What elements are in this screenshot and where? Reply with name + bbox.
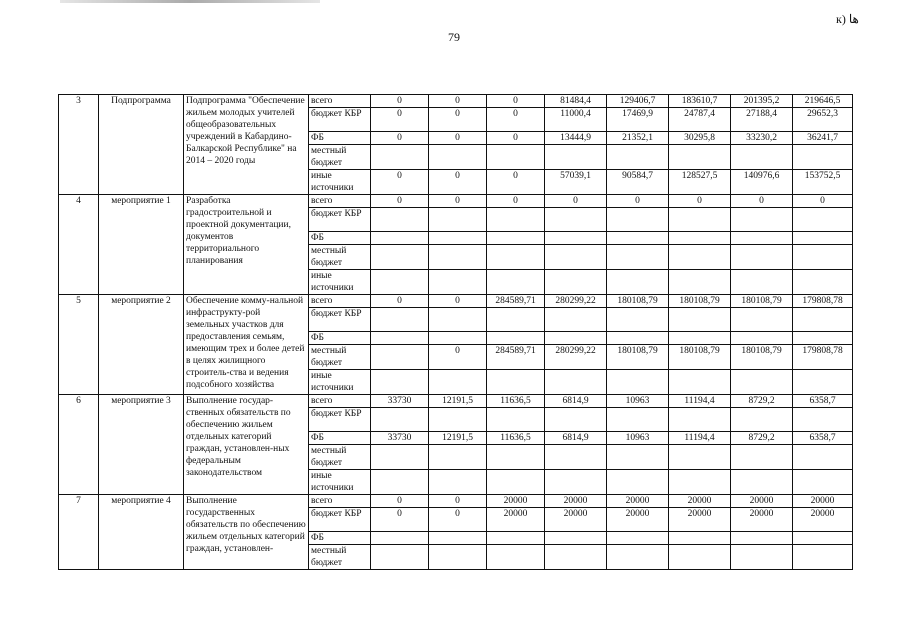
value-cell bbox=[371, 308, 429, 332]
value-cell bbox=[429, 145, 487, 170]
value-cell: 6358,7 bbox=[793, 432, 853, 445]
value-cell: 0 bbox=[545, 195, 607, 208]
value-cell bbox=[429, 245, 487, 270]
program-name: Обеспечение комму-нальной инфраструкту-рой земельных участков для предоставления семьям, имеющим трех и более детей в целях жилищного строитель-ства и ведения подсобного хозяйства bbox=[184, 295, 309, 395]
value-cell bbox=[669, 370, 731, 395]
value-cell bbox=[545, 308, 607, 332]
value-cell bbox=[545, 245, 607, 270]
value-cell: 0 bbox=[429, 170, 487, 195]
value-cell: 0 bbox=[429, 345, 487, 370]
row-number: 4 bbox=[59, 195, 99, 295]
value-cell bbox=[545, 408, 607, 432]
value-cell bbox=[731, 332, 793, 345]
value-cell bbox=[793, 470, 853, 495]
value-cell: 20000 bbox=[545, 495, 607, 508]
value-cell bbox=[669, 545, 731, 570]
funding-source: иные источники bbox=[309, 470, 371, 495]
value-cell: 11194,4 bbox=[669, 395, 731, 408]
program-name: Выполнение государ-ственных обязательств по обеспечению жильем отдельных категорий граждан, установлен-ных федеральным законодательством bbox=[184, 395, 309, 495]
value-cell: 0 bbox=[731, 195, 793, 208]
value-cell: 57039,1 bbox=[545, 170, 607, 195]
value-cell bbox=[487, 408, 545, 432]
value-cell bbox=[669, 332, 731, 345]
value-cell bbox=[793, 408, 853, 432]
value-cell: 183610,7 bbox=[669, 95, 731, 108]
row-number: 6 bbox=[59, 395, 99, 495]
value-cell bbox=[429, 408, 487, 432]
value-cell: 280299,22 bbox=[545, 345, 607, 370]
value-cell: 0 bbox=[371, 170, 429, 195]
value-cell bbox=[793, 145, 853, 170]
value-cell: 280299,22 bbox=[545, 295, 607, 308]
program-name: Подпрограмма "Обеспечение жильем молодых учителей общеобразовательных учреждений в Кабардино-Балкарской Республике" на 2014 – 2020 годы bbox=[184, 95, 309, 195]
scan-artifact bbox=[60, 0, 320, 3]
value-cell: 6814,9 bbox=[545, 432, 607, 445]
value-cell: 0 bbox=[371, 295, 429, 308]
funding-source: ФБ bbox=[309, 232, 371, 245]
value-cell bbox=[607, 245, 669, 270]
funding-source: ФБ bbox=[309, 132, 371, 145]
value-cell bbox=[731, 208, 793, 232]
value-cell: 0 bbox=[371, 132, 429, 145]
value-cell: 180108,79 bbox=[607, 295, 669, 308]
value-cell bbox=[669, 445, 731, 470]
value-cell: 0 bbox=[429, 132, 487, 145]
funding-source: местный бюджет bbox=[309, 245, 371, 270]
funding-source: бюджет КБР bbox=[309, 508, 371, 532]
row-type: Подпрограмма bbox=[99, 95, 184, 195]
value-cell bbox=[731, 370, 793, 395]
value-cell bbox=[545, 470, 607, 495]
value-cell: 0 bbox=[371, 108, 429, 132]
value-cell bbox=[607, 532, 669, 545]
value-cell: 284589,71 bbox=[487, 345, 545, 370]
value-cell bbox=[545, 208, 607, 232]
value-cell bbox=[487, 308, 545, 332]
value-cell bbox=[607, 470, 669, 495]
value-cell bbox=[429, 332, 487, 345]
value-cell bbox=[487, 532, 545, 545]
value-cell: 17469,9 bbox=[607, 108, 669, 132]
value-cell bbox=[607, 370, 669, 395]
value-cell bbox=[545, 270, 607, 295]
value-cell bbox=[731, 545, 793, 570]
value-cell: 0 bbox=[487, 195, 545, 208]
value-cell bbox=[487, 445, 545, 470]
funding-source: иные источники bbox=[309, 270, 371, 295]
value-cell bbox=[371, 408, 429, 432]
value-cell bbox=[487, 332, 545, 345]
value-cell bbox=[669, 270, 731, 295]
value-cell: 12191,5 bbox=[429, 395, 487, 408]
table-row bbox=[59, 295, 853, 308]
value-cell bbox=[429, 445, 487, 470]
value-cell: 0 bbox=[793, 195, 853, 208]
value-cell bbox=[371, 545, 429, 570]
value-cell: 11636,5 bbox=[487, 395, 545, 408]
value-cell: 140976,6 bbox=[731, 170, 793, 195]
funding-source: местный бюджет bbox=[309, 545, 371, 570]
value-cell: 0 bbox=[371, 495, 429, 508]
value-cell bbox=[793, 308, 853, 332]
value-cell bbox=[731, 245, 793, 270]
funding-source: иные источники bbox=[309, 170, 371, 195]
value-cell bbox=[731, 145, 793, 170]
value-cell: 11636,5 bbox=[487, 432, 545, 445]
value-cell: 20000 bbox=[731, 508, 793, 532]
value-cell: 128527,5 bbox=[669, 170, 731, 195]
funding-source: местный бюджет bbox=[309, 445, 371, 470]
row-type: мероприятие 1 bbox=[99, 195, 184, 295]
value-cell: 179808,78 bbox=[793, 295, 853, 308]
value-cell bbox=[429, 208, 487, 232]
value-cell: 20000 bbox=[793, 495, 853, 508]
value-cell: 0 bbox=[429, 295, 487, 308]
page-number: 79 bbox=[448, 30, 460, 44]
value-cell bbox=[607, 332, 669, 345]
value-cell bbox=[371, 270, 429, 295]
value-cell: 29652,3 bbox=[793, 108, 853, 132]
value-cell: 129406,7 bbox=[607, 95, 669, 108]
value-cell: 20000 bbox=[487, 508, 545, 532]
funding-source: ФБ bbox=[309, 332, 371, 345]
value-cell bbox=[371, 532, 429, 545]
value-cell bbox=[487, 470, 545, 495]
value-cell: 20000 bbox=[607, 508, 669, 532]
value-cell bbox=[371, 245, 429, 270]
value-cell: 0 bbox=[669, 195, 731, 208]
row-type: мероприятие 2 bbox=[99, 295, 184, 395]
value-cell: 201395,2 bbox=[731, 95, 793, 108]
value-cell bbox=[793, 545, 853, 570]
funding-source: всего bbox=[309, 295, 371, 308]
value-cell: 12191,5 bbox=[429, 432, 487, 445]
value-cell bbox=[731, 232, 793, 245]
value-cell bbox=[793, 232, 853, 245]
value-cell: 81484,4 bbox=[545, 95, 607, 108]
value-cell bbox=[429, 232, 487, 245]
value-cell: 8729,2 bbox=[731, 395, 793, 408]
value-cell: 180108,79 bbox=[607, 345, 669, 370]
value-cell: 27188,4 bbox=[731, 108, 793, 132]
corner-handwritten-mark: к) ها bbox=[836, 12, 859, 26]
value-cell bbox=[545, 370, 607, 395]
value-cell bbox=[487, 545, 545, 570]
value-cell: 20000 bbox=[545, 508, 607, 532]
value-cell: 90584,7 bbox=[607, 170, 669, 195]
value-cell: 33730 bbox=[371, 395, 429, 408]
value-cell: 180108,79 bbox=[669, 295, 731, 308]
value-cell bbox=[669, 532, 731, 545]
table-row bbox=[59, 495, 853, 508]
value-cell bbox=[371, 145, 429, 170]
funding-source: всего bbox=[309, 395, 371, 408]
value-cell: 0 bbox=[429, 108, 487, 132]
value-cell: 8729,2 bbox=[731, 432, 793, 445]
value-cell bbox=[607, 445, 669, 470]
value-cell bbox=[545, 532, 607, 545]
value-cell bbox=[429, 270, 487, 295]
row-type: мероприятие 4 bbox=[99, 495, 184, 570]
funding-source: бюджет КБР bbox=[309, 408, 371, 432]
funding-source: бюджет КБР bbox=[309, 208, 371, 232]
value-cell bbox=[371, 208, 429, 232]
value-cell bbox=[669, 308, 731, 332]
table-row bbox=[59, 95, 853, 108]
value-cell bbox=[487, 232, 545, 245]
funding-source: иные источники bbox=[309, 370, 371, 395]
budget-table bbox=[58, 94, 853, 570]
program-name: Выполнение государственных обязательств по обеспечению жильем отдельных категорий граждан, установлен- bbox=[184, 495, 309, 570]
value-cell bbox=[731, 532, 793, 545]
value-cell bbox=[731, 408, 793, 432]
value-cell: 6814,9 bbox=[545, 395, 607, 408]
value-cell: 0 bbox=[429, 495, 487, 508]
value-cell: 20000 bbox=[607, 495, 669, 508]
value-cell: 0 bbox=[487, 132, 545, 145]
value-cell bbox=[545, 545, 607, 570]
value-cell bbox=[487, 208, 545, 232]
value-cell bbox=[669, 208, 731, 232]
value-cell bbox=[607, 232, 669, 245]
value-cell bbox=[669, 145, 731, 170]
value-cell bbox=[429, 545, 487, 570]
value-cell: 179808,78 bbox=[793, 345, 853, 370]
row-number: 7 bbox=[59, 495, 99, 570]
funding-source: бюджет КБР bbox=[309, 108, 371, 132]
value-cell bbox=[793, 532, 853, 545]
value-cell bbox=[607, 408, 669, 432]
row-number: 5 bbox=[59, 295, 99, 395]
value-cell: 180108,79 bbox=[731, 345, 793, 370]
value-cell bbox=[487, 370, 545, 395]
value-cell bbox=[371, 470, 429, 495]
value-cell bbox=[669, 245, 731, 270]
table-row bbox=[59, 395, 853, 408]
value-cell bbox=[731, 270, 793, 295]
value-cell bbox=[731, 445, 793, 470]
value-cell: 24787,4 bbox=[669, 108, 731, 132]
value-cell bbox=[669, 470, 731, 495]
funding-source: ФБ bbox=[309, 532, 371, 545]
value-cell bbox=[429, 370, 487, 395]
value-cell bbox=[371, 345, 429, 370]
value-cell: 219646,5 bbox=[793, 95, 853, 108]
value-cell bbox=[793, 445, 853, 470]
value-cell bbox=[607, 270, 669, 295]
funding-source: всего bbox=[309, 195, 371, 208]
value-cell: 20000 bbox=[793, 508, 853, 532]
value-cell: 0 bbox=[429, 195, 487, 208]
value-cell: 153752,5 bbox=[793, 170, 853, 195]
value-cell bbox=[429, 308, 487, 332]
value-cell bbox=[793, 270, 853, 295]
value-cell: 10963 bbox=[607, 432, 669, 445]
value-cell: 30295,8 bbox=[669, 132, 731, 145]
value-cell bbox=[793, 208, 853, 232]
value-cell: 6358,7 bbox=[793, 395, 853, 408]
row-type: мероприятие 3 bbox=[99, 395, 184, 495]
value-cell: 20000 bbox=[731, 495, 793, 508]
value-cell bbox=[607, 145, 669, 170]
funding-source: ФБ bbox=[309, 432, 371, 445]
value-cell: 11194,4 bbox=[669, 432, 731, 445]
value-cell bbox=[545, 232, 607, 245]
value-cell: 180108,79 bbox=[731, 295, 793, 308]
value-cell bbox=[371, 332, 429, 345]
funding-source: всего bbox=[309, 95, 371, 108]
value-cell bbox=[371, 232, 429, 245]
value-cell bbox=[487, 270, 545, 295]
value-cell bbox=[545, 445, 607, 470]
value-cell bbox=[429, 470, 487, 495]
value-cell bbox=[607, 308, 669, 332]
row-number: 3 bbox=[59, 95, 99, 195]
value-cell bbox=[731, 470, 793, 495]
value-cell bbox=[429, 532, 487, 545]
value-cell bbox=[669, 232, 731, 245]
funding-source: местный бюджет bbox=[309, 145, 371, 170]
value-cell: 21352,1 bbox=[607, 132, 669, 145]
value-cell: 10963 bbox=[607, 395, 669, 408]
value-cell bbox=[545, 332, 607, 345]
value-cell bbox=[793, 332, 853, 345]
value-cell: 0 bbox=[429, 508, 487, 532]
value-cell bbox=[607, 545, 669, 570]
value-cell bbox=[371, 445, 429, 470]
value-cell: 0 bbox=[429, 95, 487, 108]
value-cell bbox=[487, 145, 545, 170]
table-row bbox=[59, 195, 853, 208]
value-cell bbox=[731, 308, 793, 332]
table-body bbox=[59, 95, 853, 570]
value-cell: 0 bbox=[371, 95, 429, 108]
value-cell bbox=[793, 370, 853, 395]
value-cell: 0 bbox=[487, 108, 545, 132]
value-cell: 0 bbox=[607, 195, 669, 208]
value-cell: 284589,71 bbox=[487, 295, 545, 308]
funding-source: всего bbox=[309, 495, 371, 508]
value-cell: 33730 bbox=[371, 432, 429, 445]
funding-source: местный бюджет bbox=[309, 345, 371, 370]
value-cell: 180108,79 bbox=[669, 345, 731, 370]
value-cell: 33230,2 bbox=[731, 132, 793, 145]
value-cell bbox=[371, 370, 429, 395]
funding-source: бюджет КБР bbox=[309, 308, 371, 332]
program-name: Разработка градостроительной и проектной документации, документов территориального планирования bbox=[184, 195, 309, 295]
value-cell: 11000,4 bbox=[545, 108, 607, 132]
value-cell: 20000 bbox=[669, 508, 731, 532]
value-cell bbox=[607, 208, 669, 232]
value-cell bbox=[669, 408, 731, 432]
value-cell: 0 bbox=[487, 95, 545, 108]
value-cell bbox=[793, 245, 853, 270]
value-cell: 13444,9 bbox=[545, 132, 607, 145]
value-cell: 36241,7 bbox=[793, 132, 853, 145]
value-cell: 0 bbox=[487, 170, 545, 195]
value-cell: 20000 bbox=[669, 495, 731, 508]
value-cell: 0 bbox=[371, 508, 429, 532]
value-cell: 0 bbox=[371, 195, 429, 208]
value-cell bbox=[487, 245, 545, 270]
value-cell bbox=[545, 145, 607, 170]
value-cell: 20000 bbox=[487, 495, 545, 508]
